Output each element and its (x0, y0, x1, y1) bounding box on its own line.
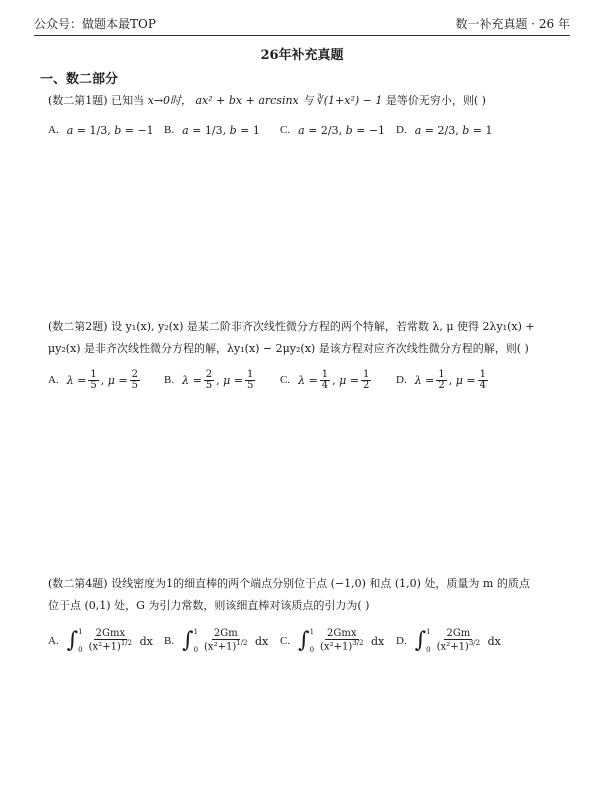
option-b-value: 1 (485, 123, 493, 137)
lambda-fraction: $\frac{1}{4}$ (321, 368, 329, 391)
option-label: D. (396, 374, 407, 386)
option-label: A. (48, 635, 59, 647)
q2-options (48, 362, 564, 398)
q1-suffix: 是等价无穷小，则( ) (385, 94, 486, 107)
integral-sign-icon: ∫ (298, 628, 310, 653)
q1-option-c[interactable]: C. a = 2/3 , b = −1 (280, 123, 386, 137)
option-a-value: 1/3 (204, 123, 223, 137)
option-b-value: −1 (368, 123, 386, 137)
integral-sign-icon: ∫ (182, 628, 194, 653)
mu-fraction: $\frac{1}{5}$ (247, 368, 254, 391)
option-a-value: 1/3 (89, 123, 108, 137)
q4-option-a[interactable] (48, 628, 164, 654)
q1-prefix: (数二第1题) 已知当 (48, 94, 145, 107)
header-right: 数一补充真题 · 26 年 (455, 17, 570, 31)
mu-fraction: $\frac{1}{4}$ (479, 368, 487, 391)
integral-sign-icon: ∫ (414, 628, 427, 653)
section-heading: 一、数二部分 (40, 72, 119, 87)
option-label: B. (164, 124, 175, 136)
lambda-fraction: $\frac{1}{5}$ (90, 368, 97, 391)
q4-line2: 位于点 (0,1) 处，G 为引力常数，则该细直棒对该质点的引力为( ) (48, 599, 370, 612)
q2-line2: μy₂(x) 是非齐次线性微分方程的解，λy₁(x) − 2μy₂(x) 是该方程对应齐次线性微分方程的解，则( ) (48, 342, 529, 355)
q4-option-c[interactable] (280, 628, 396, 654)
q1-expr: ax² + bx + arcsinx 与 ∛(1+x²) − 1 (195, 94, 383, 107)
integral-expression: ∫ 1 0 $\frac{2Gm}{(x^2+1)^{1/2}}$ dx (182, 628, 269, 654)
question-1 (48, 90, 564, 112)
option-b-value: 1 (252, 123, 260, 137)
option-label: B. (164, 374, 175, 386)
q4-option-b[interactable] (164, 628, 280, 654)
question-2 (48, 316, 564, 360)
q1-option-a[interactable]: A. a = 1/3 , b = −1 (48, 123, 154, 137)
integral-expression: ∫ 1 0 $\frac{\text{2Gmx}}{(x^2+1)^{1/2}}$ dx (66, 628, 153, 654)
q4-option-d[interactable] (396, 628, 512, 654)
page-header (34, 8, 570, 36)
q2-option-d[interactable]: D. λ = $\frac{1}{2}$ , μ = $\frac{1}{4}$ (396, 368, 487, 391)
option-label: C. (280, 374, 291, 386)
option-label: D. (396, 635, 407, 647)
q2-option-c[interactable]: C. λ = $\frac{1}{4}$ , μ = $\frac{1}{2}$ (280, 368, 370, 391)
q1-option-d[interactable]: D. a = 2/3 , b = 1 (396, 123, 493, 137)
integral-expression: ∫ 1 0 $\frac{\text{2Gmx}}{(x^2+1)^{3/2}}$ dx (298, 628, 385, 654)
integral-sign-icon: ∫ (66, 628, 79, 653)
question-4 (48, 573, 564, 617)
q1-option-b[interactable]: B. a = 1/3 , b = 1 (164, 123, 260, 137)
header-left: 公众号：做题本最TOP (34, 17, 156, 31)
q1-options (48, 112, 564, 148)
option-label: C. (280, 635, 291, 647)
option-a-value: 2/3 (437, 123, 456, 137)
q4-options (48, 620, 564, 662)
option-label: C. (280, 124, 291, 136)
mu-fraction: $\frac{2}{5}$ (131, 368, 139, 391)
option-label: D. (396, 124, 407, 136)
option-b-value: −1 (137, 123, 154, 137)
mu-fraction: $\frac{1}{2}$ (363, 368, 370, 391)
option-label: A. (48, 124, 59, 136)
q2-line1: (数二第2题) 设 y₁(x), y₂(x) 是某二阶非齐次线性微分方程的两个特解，若常数 λ, μ 使得 2λy₁(x) + (48, 320, 535, 333)
page-title: 26年补充真题 (260, 48, 344, 63)
option-label: A. (48, 374, 59, 386)
q4-line1: (数二第4题) 设线密度为1的细直棒的两个端点分别位于点 (−1,0) 和点 (1,0) 处，质量为 m 的质点 (48, 577, 530, 590)
option-a-value: 2/3 (320, 123, 339, 137)
q2-option-a[interactable]: A. λ = $\frac{1}{5}$ , μ = $\frac{2}{5}$ (48, 368, 139, 391)
integral-expression: ∫ 1 0 $\frac{2Gm}{(x^2+1)^{3/2}}$ dx (414, 628, 501, 654)
lambda-fraction: $\frac{1}{2}$ (438, 368, 445, 391)
q1-cond: x→0时， (147, 94, 192, 107)
lambda-fraction: $\frac{2}{5}$ (205, 368, 213, 391)
option-label: B. (164, 635, 175, 647)
q2-option-b[interactable]: B. λ = $\frac{2}{5}$ , μ = $\frac{1}{5}$ (164, 368, 254, 391)
